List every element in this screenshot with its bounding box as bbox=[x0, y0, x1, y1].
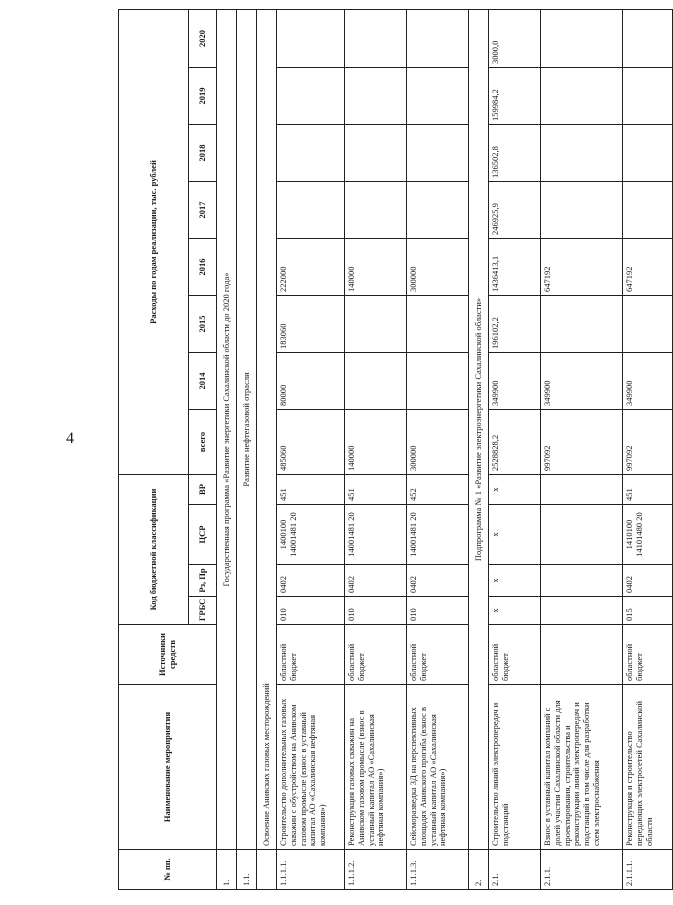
row-2019 bbox=[541, 68, 623, 125]
row-source: областной бюджет bbox=[345, 625, 407, 685]
row-2020 bbox=[345, 9, 407, 67]
row-grbs: 015 bbox=[623, 597, 673, 625]
row-source: областной бюджет bbox=[489, 625, 541, 685]
row-rzpr bbox=[541, 565, 623, 597]
row-grbs bbox=[541, 597, 623, 625]
header-num: № пп. bbox=[119, 850, 217, 890]
row-rzpr: 0402 bbox=[345, 565, 407, 597]
row-2017 bbox=[541, 182, 623, 239]
header-grbs: ГРБС bbox=[189, 597, 217, 625]
row-total: 485060 bbox=[277, 410, 345, 475]
row-num: 1.1.1.3. bbox=[407, 850, 469, 890]
row-csr: 14001481 20 bbox=[407, 505, 469, 565]
row-num: 1.1. bbox=[237, 850, 257, 890]
row-2018 bbox=[623, 125, 673, 182]
row-2017 bbox=[277, 182, 345, 239]
row-num bbox=[257, 850, 277, 890]
row-vr: 451 bbox=[345, 475, 407, 505]
header-vr: ВР bbox=[189, 475, 217, 505]
row-2016: 1436413,1 bbox=[489, 239, 541, 296]
row-2014 bbox=[407, 353, 469, 410]
header-kbk-group: Код бюджетной классификации bbox=[119, 475, 189, 625]
row-2020 bbox=[623, 9, 673, 67]
subsection-title: Освоение Анивских газовых месторождений bbox=[257, 9, 277, 849]
row-vr: 451 bbox=[623, 475, 673, 505]
row-grbs: 010 bbox=[407, 597, 469, 625]
table-row bbox=[469, 9, 489, 889]
row-2015: 183060 bbox=[277, 296, 345, 353]
table-row bbox=[257, 9, 277, 889]
row-source: областной бюджет bbox=[277, 625, 345, 685]
row-grbs: 010 bbox=[277, 597, 345, 625]
row-2017 bbox=[345, 182, 407, 239]
row-grbs: х bbox=[489, 597, 541, 625]
row-num: 1.1.1.2. bbox=[345, 850, 407, 890]
row-csr: 1400100 14001481 20 bbox=[277, 505, 345, 565]
row-total: 997092 bbox=[541, 410, 623, 475]
header-rzpr: Рз, Пр bbox=[189, 565, 217, 597]
row-2018 bbox=[345, 125, 407, 182]
expenditure-table bbox=[118, 9, 673, 890]
row-2017 bbox=[407, 182, 469, 239]
header-2017: 2017 bbox=[189, 182, 217, 239]
row-2014 bbox=[345, 353, 407, 410]
row-rzpr: х bbox=[489, 565, 541, 597]
row-2014: 349900 bbox=[623, 353, 673, 410]
row-2014: 80000 bbox=[277, 353, 345, 410]
row-name: Строительство дополнительных газовых скважин с обустройством на Анивском газовом промысле (взнос в уставный капитал АО «Сахалинская нефтяная компания») bbox=[277, 685, 345, 850]
row-total: 997092 bbox=[623, 410, 673, 475]
row-2019 bbox=[277, 68, 345, 125]
header-2020: 2020 bbox=[189, 9, 217, 67]
row-2016: 300000 bbox=[407, 239, 469, 296]
row-name: Реконструкция и строительство передающих электросетей Сахалинской области bbox=[623, 685, 673, 850]
row-2019 bbox=[623, 68, 673, 125]
row-2017: 246925,9 bbox=[489, 182, 541, 239]
row-source: областной бюджет bbox=[407, 625, 469, 685]
header-csr: ЦСР bbox=[189, 505, 217, 565]
header-2014: 2014 bbox=[189, 353, 217, 410]
row-num: 2.1. bbox=[489, 850, 541, 890]
row-total: 2528828,2 bbox=[489, 410, 541, 475]
row-num: 1.1.1.1. bbox=[277, 850, 345, 890]
row-2015 bbox=[623, 296, 673, 353]
row-csr: 14001481 20 bbox=[345, 505, 407, 565]
page-number: 4 bbox=[66, 430, 74, 447]
row-2018 bbox=[541, 125, 623, 182]
header-2015: 2015 bbox=[189, 296, 217, 353]
row-2015 bbox=[345, 296, 407, 353]
row-2016: 647192 bbox=[541, 239, 623, 296]
program-title: Государственная программа «Развитие энергетики Сахалинской области до 2020 года» bbox=[217, 9, 237, 849]
row-num: 2.1.1.1. bbox=[623, 850, 673, 890]
table-row bbox=[277, 9, 345, 889]
row-2015: 196102,2 bbox=[489, 296, 541, 353]
row-name: Реконструкция газовых скважин на Анивском газовом промысле (взнос в уставный капитал АО «Сахалинская нефтяная компания») bbox=[345, 685, 407, 850]
row-2019 bbox=[407, 68, 469, 125]
header-2016: 2016 bbox=[189, 239, 217, 296]
row-rzpr: 0402 bbox=[623, 565, 673, 597]
row-vr bbox=[541, 475, 623, 505]
row-source bbox=[541, 625, 623, 685]
row-2016: 647192 bbox=[623, 239, 673, 296]
row-2020 bbox=[407, 9, 469, 67]
header-total: всего bbox=[189, 410, 217, 475]
row-2016: 222000 bbox=[277, 239, 345, 296]
row-2014: 349900 bbox=[489, 353, 541, 410]
table-row bbox=[407, 9, 469, 889]
header-name: Наименование мероприятия bbox=[119, 685, 217, 850]
row-2014: 349900 bbox=[541, 353, 623, 410]
header-expenses-group: Расходы по годам реализации, тыс. рублей bbox=[119, 9, 189, 474]
table-row bbox=[345, 9, 407, 889]
row-csr: 1410100 14101480 20 bbox=[623, 505, 673, 565]
table-row bbox=[541, 9, 623, 889]
row-2017 bbox=[623, 182, 673, 239]
row-num: 1. bbox=[217, 850, 237, 890]
row-2015 bbox=[541, 296, 623, 353]
table-row bbox=[237, 9, 257, 889]
table-row bbox=[217, 9, 237, 889]
row-2018 bbox=[277, 125, 345, 182]
row-2015 bbox=[407, 296, 469, 353]
header-2018: 2018 bbox=[189, 125, 217, 182]
header-source: Источники средств bbox=[119, 625, 217, 685]
row-total: 300000 bbox=[407, 410, 469, 475]
row-2018: 136502,8 bbox=[489, 125, 541, 182]
row-grbs: 010 bbox=[345, 597, 407, 625]
row-vr: х bbox=[489, 475, 541, 505]
row-num: 2.1.1. bbox=[541, 850, 623, 890]
row-2020 bbox=[277, 9, 345, 67]
row-source: областной бюджет bbox=[623, 625, 673, 685]
row-total: 140000 bbox=[345, 410, 407, 475]
row-rzpr: 0402 bbox=[277, 565, 345, 597]
row-2018 bbox=[407, 125, 469, 182]
row-name: Взнос в уставный капитал компаний с долей участия Сахалинской области для проектирования, строительства и реконструкции линий электропередач и подстанций в том числе для разработки схем электроснабжения bbox=[541, 685, 623, 850]
row-2020 bbox=[541, 9, 623, 67]
table-row bbox=[623, 9, 673, 889]
row-csr bbox=[541, 505, 623, 565]
row-name: Сейсморазведка 3Д на перспективных площадях Анивского прогиба (взнос в уставный капитал АО «Сахалинская нефтяная компания») bbox=[407, 685, 469, 850]
row-2019 bbox=[345, 68, 407, 125]
section-title: Развитие нефтегазовой отрасли bbox=[237, 9, 257, 849]
table-row bbox=[489, 9, 541, 889]
row-num: 2. bbox=[469, 850, 489, 890]
row-vr: 451 bbox=[277, 475, 345, 505]
row-vr: 452 bbox=[407, 475, 469, 505]
row-rzpr: 0402 bbox=[407, 565, 469, 597]
row-csr: х bbox=[489, 505, 541, 565]
rotated-table-wrapper bbox=[118, 10, 654, 890]
header-2019: 2019 bbox=[189, 68, 217, 125]
subprogram-title: Подпрограмма № 1 «Развитие электроэнергетики Сахалинской области» bbox=[469, 9, 489, 849]
row-2019: 159984,2 bbox=[489, 68, 541, 125]
row-2016: 140000 bbox=[345, 239, 407, 296]
row-2020: 3000,0 bbox=[489, 9, 541, 67]
row-name: Строительство линий электропередач и подстанций bbox=[489, 685, 541, 850]
